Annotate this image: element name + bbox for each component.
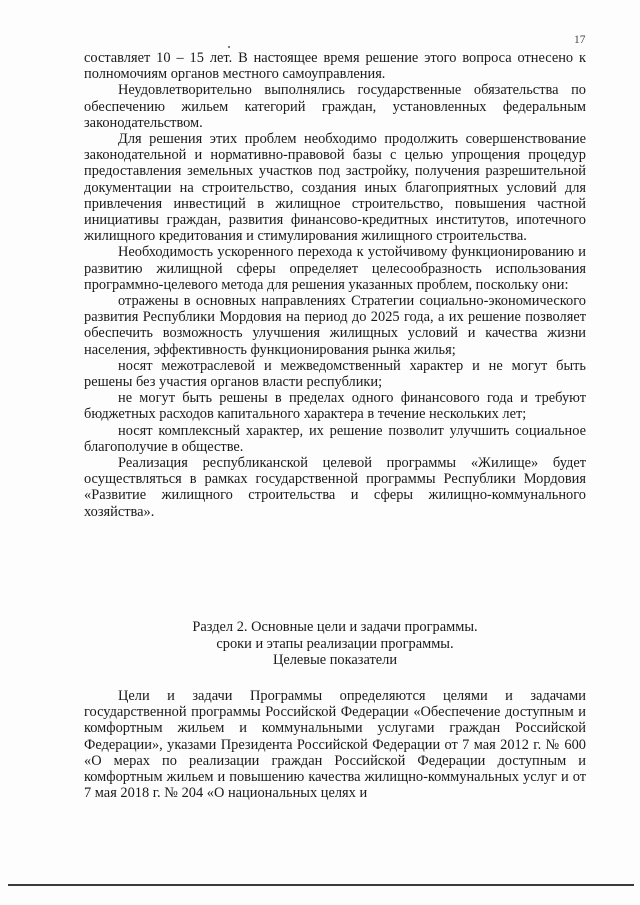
section-heading-line: сроки и этапы реализации программы.	[216, 635, 454, 652]
list-item: носят межотраслевой и межведомственный характер и не могут быть решены без участия органов власти республики;	[84, 357, 586, 391]
list-item: носят комплексный характер, их решение позволит улучшить социальное благополучие в обществе.	[84, 422, 586, 455]
scan-edge-line	[8, 884, 634, 886]
section-heading-line: Раздел 2. Основные цели и задачи программы.	[192, 619, 478, 635]
list-item: отражены в основных направлениях Стратегии социально-экономического развития Республики Мордовия на период до 2025 года, а их решение позволяет обеспечить возможность улучшения жилищных условий и качества жизни населения, эффективность функционирования рынка жилья;	[84, 293, 586, 358]
paragraph-continuation: составляет 10 – 15 лет. В настоящее время решение этого вопроса отнесено к полномочиям органов местного самоуправления.	[84, 50, 586, 83]
paragraph: Необходимость ускоренного перехода к устойчивому функционированию и развитию жилищной сферы определяет целесообразность использования программно-целевого метода для решения указанных проблем, поскольку они:	[84, 244, 586, 293]
scan-speck	[228, 46, 230, 48]
page-number: 17	[574, 34, 586, 46]
paragraph: Для решения этих проблем необходимо продолжить совершенствование законодательной и нормативно-правовой базы с целью упрощения процедур предоставления земельных участков под застройку, получения разрешительной документации на строительство, создания иных благоприятных условий для привлечения инвестиций в жилищное строительство, повышения частной инициативы граждан, развития финансово-кредитных институтов, ипотечного жилищного кредитования и стимулирования жилищного строительства.	[84, 131, 586, 245]
paragraph: Реализация республиканской целевой программы «Жилище» будет осуществляться в рамках государственной программы Республики Мордовия «Развитие жилищного строительства и сферы жилищно-коммунального хозяйства».	[84, 455, 586, 520]
paragraph: Цели и задачи Программы определяются целями и задачами государственной программы Российской Федерации «Обеспечение доступным и комфортным жильем и коммунальными услугами граждан Российской Федерации», указами Президента Российской Федерации от 7 мая 2012 г. № 600 «О мерах по реализации граждан Российской Федерации доступным и комфортным жильем и повышению качества жилищно-коммунальных услуг и от 7 мая 2018 г. № 204 «О национальных целях и	[84, 688, 586, 802]
section-body-text	[84, 688, 586, 801]
list-item: не могут быть решены в пределах одного финансового года и требуют бюджетных расходов капитального характера в течение нескольких лет;	[84, 390, 586, 423]
paragraph: Неудовлетворительно выполнялись государственные обязательства по обеспечению жильем категорий граждан, установленных федеральным законодательством.	[84, 82, 586, 131]
body-text	[84, 50, 586, 520]
section-heading	[84, 619, 586, 669]
section-heading-line: Целевые показатели	[272, 652, 398, 669]
